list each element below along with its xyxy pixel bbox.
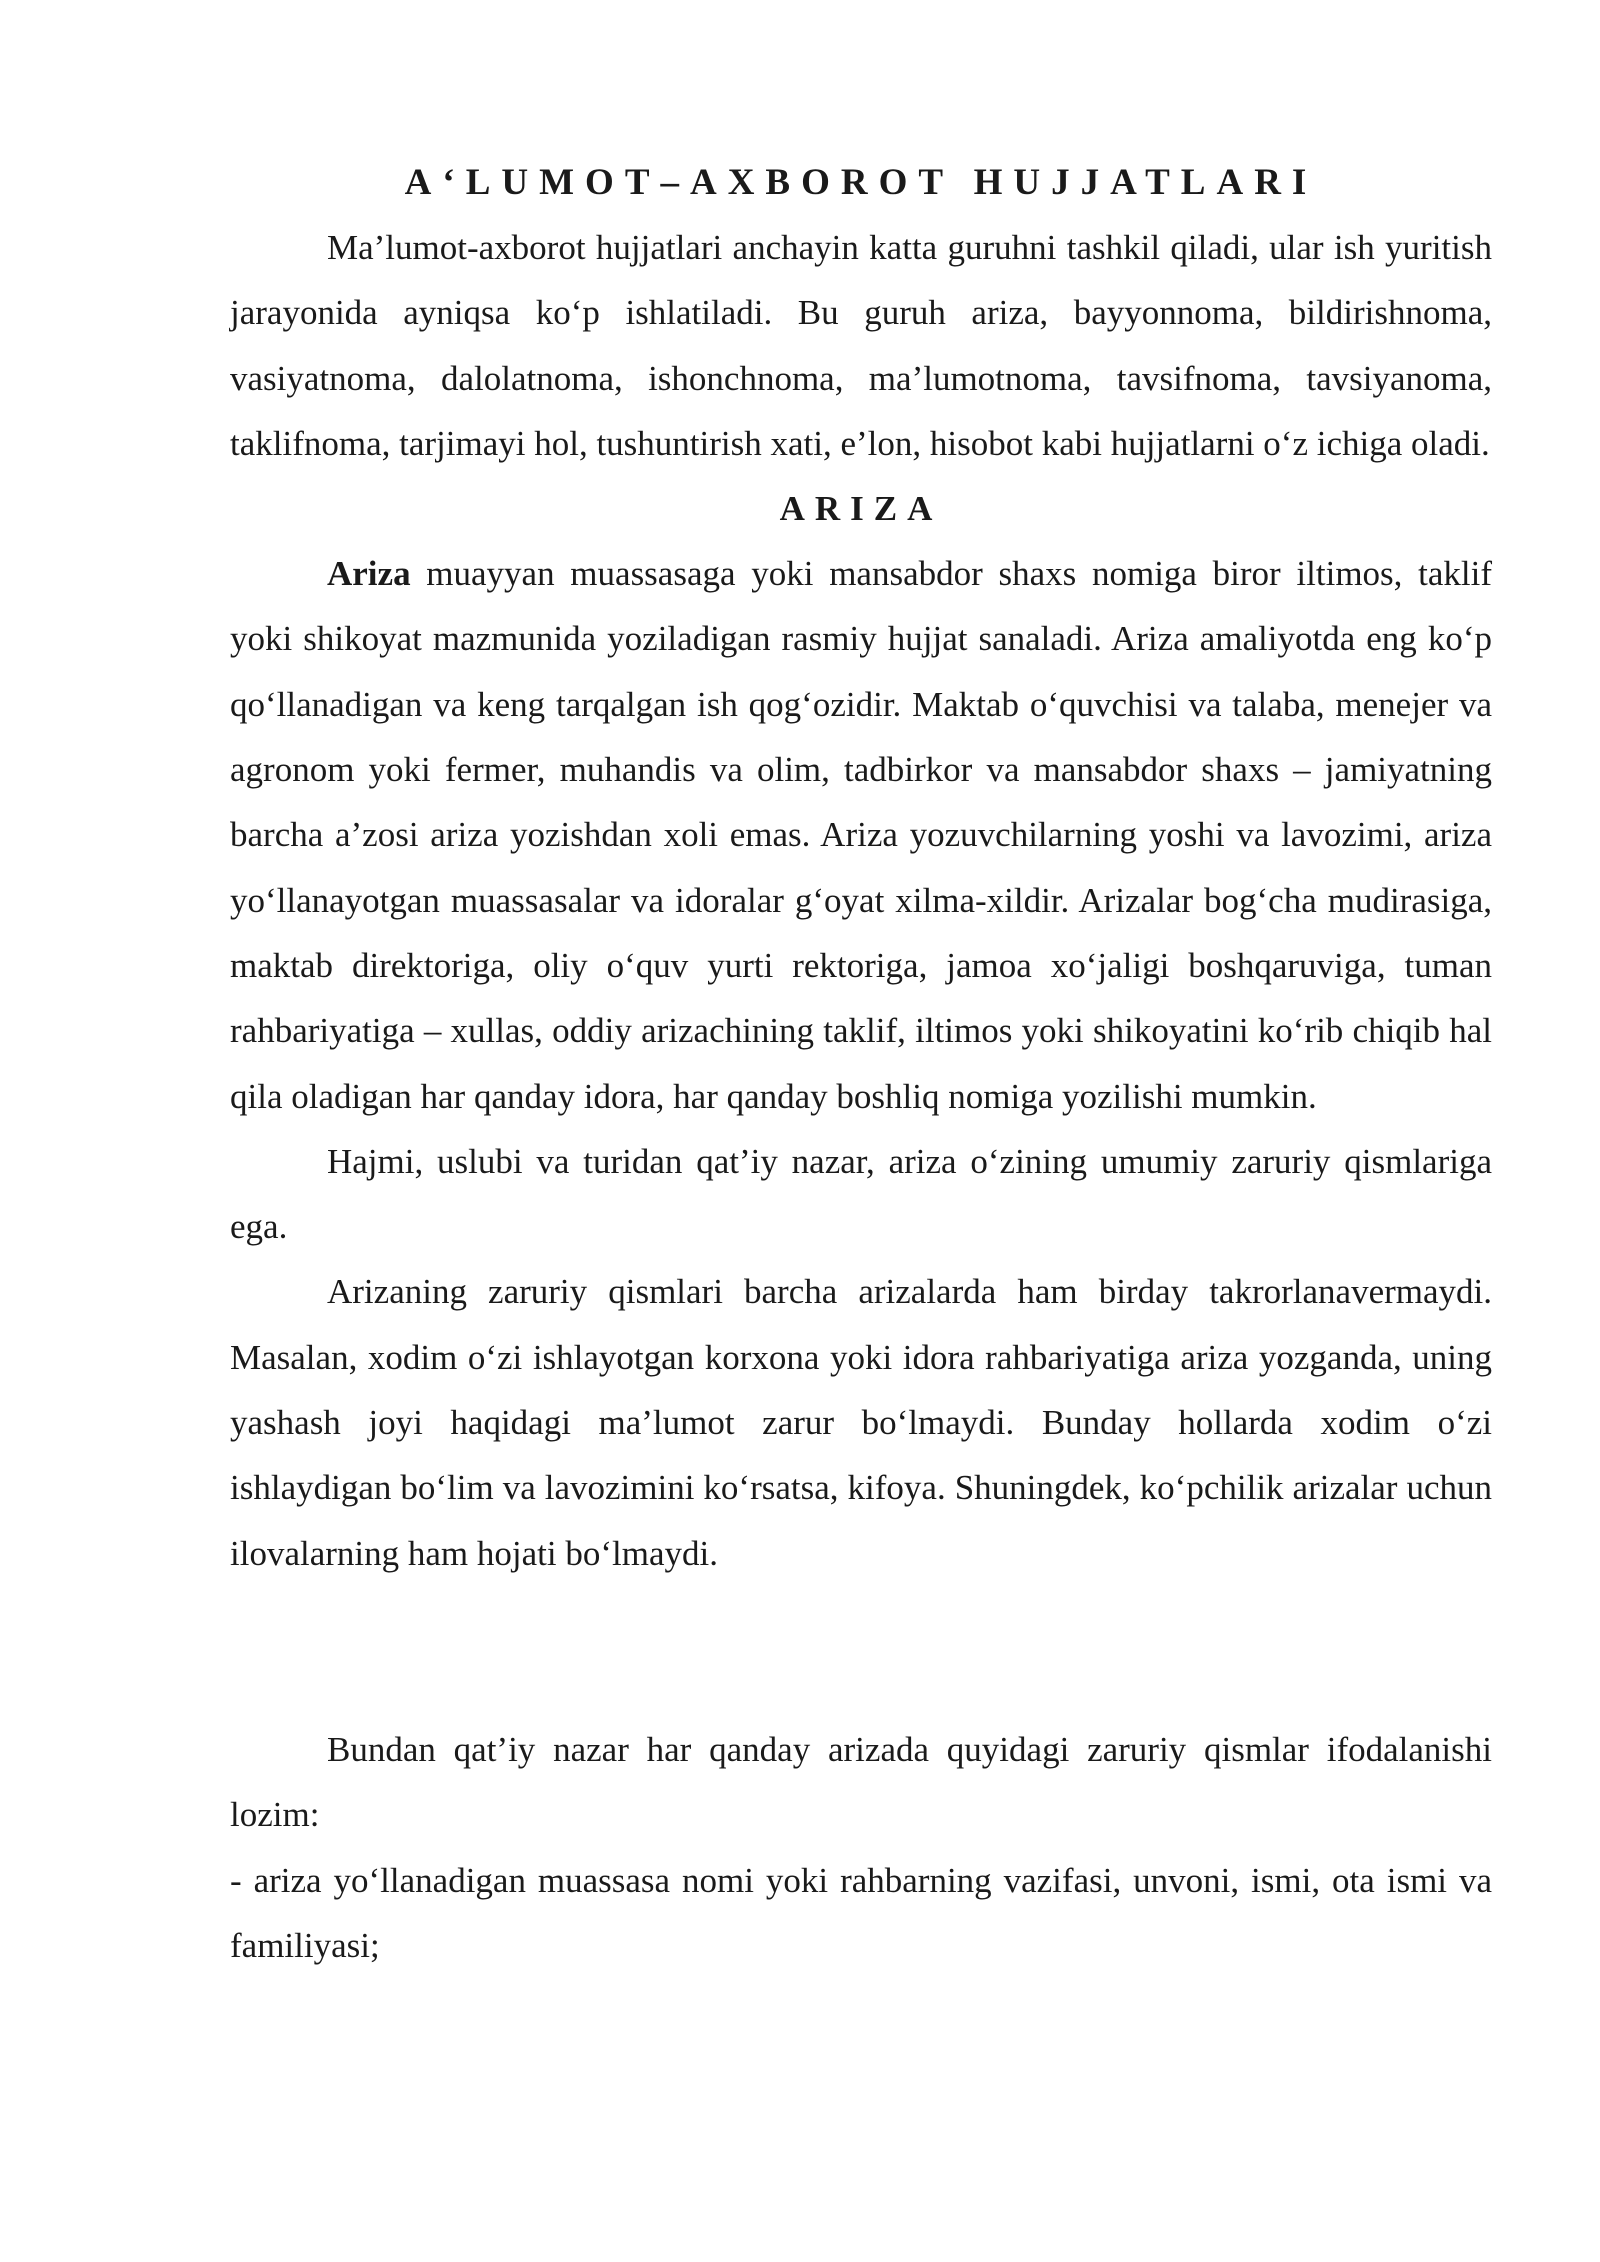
- ariza-definition-text: muayyan muassasaga yoki mansabdor shaxs nomiga biror iltimos, taklif yoki shikoyat mazmunida yoziladigan rasmiy hujjat sanaladi. Ariza amaliyotda eng ko‘p qo‘llanadigan va keng tarqalgan ish qog‘ozidir. Maktab o‘quvchisi va talaba, menejer va agronom yoki fermer, muhandis va olim, tadbirkor va mansabdor shaxs – jamiyatning barcha a’zosi ariza yozishdan xoli emas. Ariza yozuvchilarning yoshi va lavozimi, ariza yo‘llanayotgan muassasalar va idoralar g‘oyat xilma-xildir. Arizalar bog‘cha mudirasiga, maktab direktoriga, oliy o‘quv yurti rektoriga, jamoa xo‘jaligi boshqaruviga, tuman rahbariyatiga – xullas, oddiy arizachining taklif, iltimos yoki shikoyatini ko‘rib chiqib hal qila oladigan har qanday idora, har qanday boshliq nomiga yozilishi mumkin.: [230, 554, 1492, 1116]
- list-item: - ariza yo‘llanadigan muassasa nomi yoki rahbarning vazifasi, unvoni, ismi, ota ismi va familiyasi;: [230, 1860, 1492, 1965]
- paragraph-5: Bundan qat’iy nazar har qanday arizada quyidagi zaruriy qismlar ifodalanishi lozim:: [230, 1729, 1492, 1835]
- ariza-term: Ariza: [327, 554, 411, 594]
- document-page: [230, 150, 1492, 1978]
- intro-paragraph: Ma’lumot-axborot hujjatlari anchayin katta guruhni tashkil qiladi, ular ish yuritish jarayonida ayniqsa ko‘p ishlatiladi. Bu guruh ariza, bayyonnoma, bildirishnoma, vasiyatnoma, dalolatnoma, ishonchnoma, ma’lumotnoma, tavsifnoma, tavsiyanoma, taklifnoma, tarjimayi hol, tushuntirish xati, e’lon, hisobot kabi hujjatlarni o‘z ichiga oladi.: [230, 228, 1492, 463]
- document-title: A‘LUMOT–AXBOROT HUJJATLARI: [404, 162, 1318, 203]
- section-heading: ARIZA: [779, 489, 943, 529]
- ariza-definition-paragraph: [230, 541, 1492, 1129]
- paragraph-3: Hajmi, uslubi va turidan qat’iy nazar, ariza o‘zining umumiy zaruriy qismlariga ega.: [230, 1141, 1492, 1247]
- paragraph-4: Arizaning zaruriy qismlari barcha arizalarda ham birday takrorlanavermaydi. Masalan, xodim o‘zi ishlayotgan korxona yoki idora rahbariyatiga ariza yozganda, uning yashash joyi haqidagi ma’lumot zarur bo‘lmaydi. Bunday hollarda xodim o‘zi ishlaydigan bo‘lim va lavozimini ko‘rsatsa, kifoya. Shuningdek, ko‘pchilik arizalar uchun ilovalarning ham hojati bo‘lmaydi.: [230, 1272, 1492, 1573]
- blank-spacer: [230, 1586, 1492, 1717]
